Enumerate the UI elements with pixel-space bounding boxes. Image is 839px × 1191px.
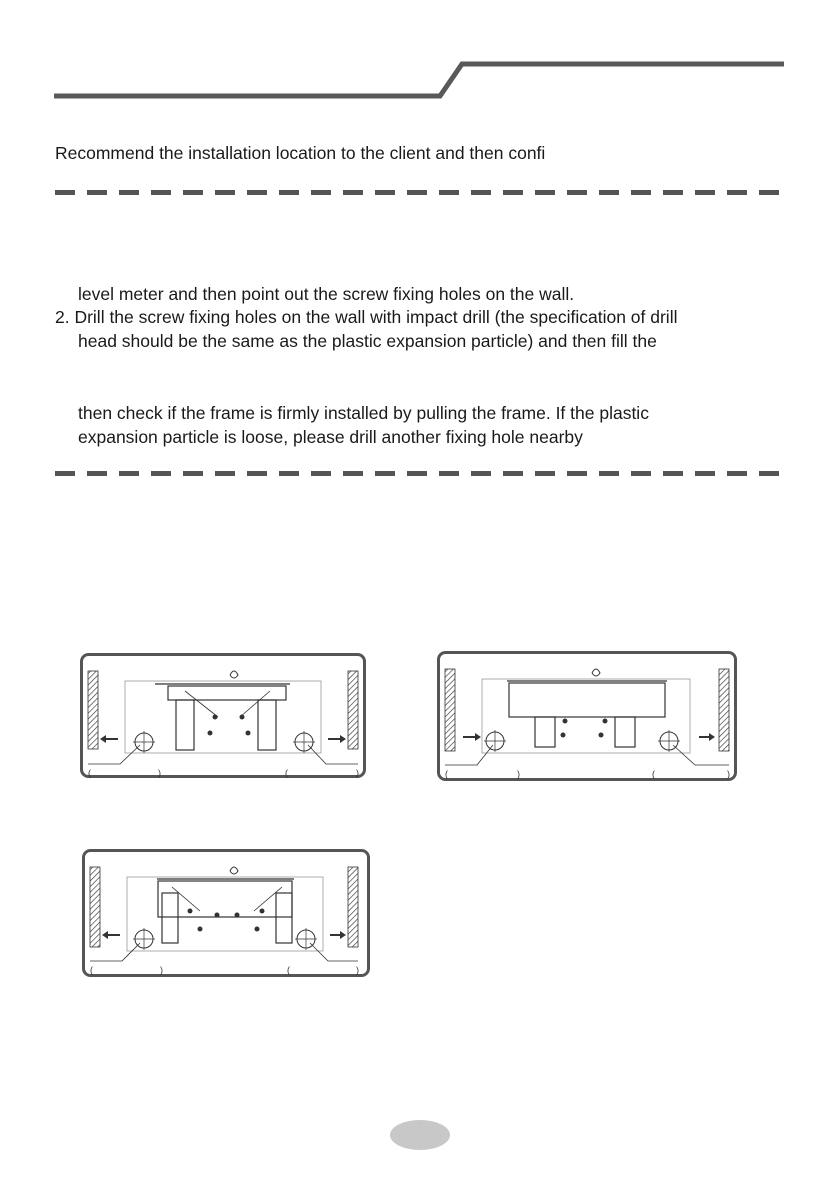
step-line-2: 2. Drill the screw fixing holes on the wall with impact drill (the specification of drill (55, 307, 678, 327)
dashed-divider-bottom (55, 471, 786, 476)
svg-text:): ) (158, 768, 161, 778)
svg-text:(: ( (285, 768, 288, 778)
intro-text: Recommend the installation location to the client and then confi (55, 143, 546, 163)
svg-text:(: ( (287, 965, 290, 975)
svg-text:(: ( (445, 769, 448, 779)
dashed-divider-top (55, 190, 786, 195)
installation-figure-2 (437, 651, 739, 783)
svg-text:): ) (727, 769, 730, 779)
page-number-badge (390, 1120, 450, 1150)
svg-text:): ) (356, 768, 359, 778)
svg-text:(: ( (652, 769, 655, 779)
header-rule (0, 0, 839, 110)
svg-text:(: ( (90, 965, 93, 975)
step-line-3: head should be the same as the plastic expansion particle) and then fill the (78, 331, 657, 351)
installation-figure-1 (80, 653, 370, 781)
step-line-1: level meter and then point out the screw fixing holes on the wall. (78, 284, 575, 304)
svg-text:): ) (356, 965, 359, 975)
step-line-5: expansion particle is loose, please drill another fixing hole nearby (78, 427, 583, 447)
svg-text:(: ( (88, 768, 91, 778)
installation-figure-3 (82, 849, 372, 979)
step-line-4: then check if the frame is firmly installed by pulling the frame. If the plastic (78, 403, 649, 423)
svg-text:): ) (160, 965, 163, 975)
svg-text:): ) (517, 769, 520, 779)
